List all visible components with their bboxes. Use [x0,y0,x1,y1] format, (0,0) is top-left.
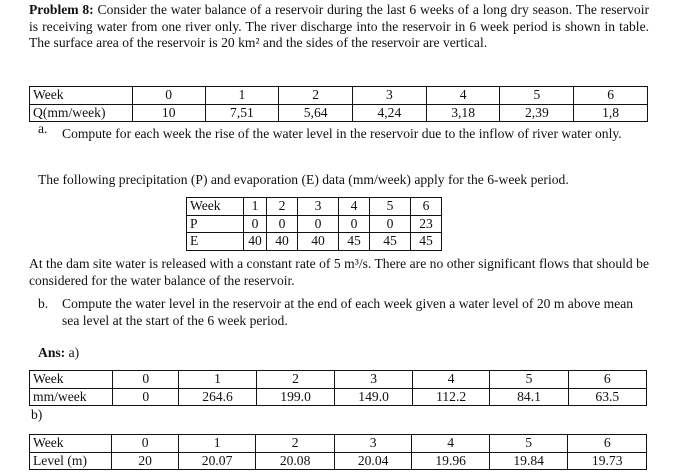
answer-b-week-cell: 3 [334,435,412,453]
problem-statement: Problem 8: Consider the water balance of a reservoir during the last 6 weeks of a long dry season. The reservoir is receiving water from one river only. The river discharge into the reservoir in 6 week period is shown in table. The surface area of the reservoir is 20 km² and the sides of the reservoir are vertical. [29,2,649,51]
pe-p-cell: 0 [370,215,411,233]
answer-a-value-label: mm/week [30,388,113,406]
question-b-text: Compute the water level in the reservoir at the end of each week given a water level of 20 m above mean sea level at the start of the 6 week period. [62,296,634,328]
discharge-q-cell: 5,64 [279,104,353,122]
discharge-week-cell: 5 [500,87,574,105]
question-a-text: Compute for each week the rise of the water level in the reservoir due to the inflow of river water only. [62,126,622,141]
answer-b-week-cell: 1 [178,435,256,453]
discharge-q-cell: 10 [132,104,205,122]
pe-e-cell: 40 [267,233,298,251]
pe-p-label: P [187,215,244,233]
answer-a-week-cell: 0 [113,371,179,389]
answer-a-week-label: Week [30,371,113,389]
answers-heading-label: Ans: [38,345,66,360]
answer-a-value-cell: 63.5 [568,388,646,406]
pe-week-cell: 3 [298,198,339,216]
answer-b-level-cell: 20.04 [334,452,412,470]
pe-week-cell: 4 [339,198,370,216]
answer-b-level-cell: 20 [112,452,178,470]
pe-table [186,197,442,251]
pe-p-cell: 23 [411,215,442,233]
question-a-label: a. [38,121,48,136]
answer-a-value-cell: 0 [113,388,179,406]
answer-a-week-cell: 5 [490,371,568,389]
answer-a-week-cell: 1 [179,371,257,389]
pe-week-cell: 2 [267,198,298,216]
answer-b-week-label: Week [30,435,112,453]
pe-p-cell: 0 [267,215,298,233]
answer-b-table [29,434,647,470]
problem-title: Problem 8 [29,2,90,17]
question-a [38,121,648,146]
discharge-q-cell: 2,39 [500,104,574,122]
answer-b-week-cell: 0 [112,435,178,453]
answer-b-level-cell: 20.08 [256,452,335,470]
discharge-week-cell: 3 [353,87,427,105]
answer-a-value-cell: 112.2 [412,388,490,406]
pe-e-cell: 45 [370,233,411,251]
pe-week-cell: 6 [411,198,442,216]
answer-b-level-label: Level (m) [30,452,112,470]
discharge-week-label: Week [30,87,133,105]
pe-e-cell: 45 [411,233,442,251]
answer-a-week-cell: 6 [568,371,646,389]
pe-week-cell: 1 [244,198,267,216]
discharge-week-cell: 4 [426,87,500,105]
answers-part-a-label: a) [68,345,80,360]
answer-b-level-cell: 19.73 [568,452,647,470]
answer-b-week-cell: 2 [256,435,335,453]
answer-b-week-cell: 6 [568,435,647,453]
discharge-week-cell: 0 [132,87,205,105]
discharge-q-label: Q(mm/week) [30,104,133,122]
discharge-q-cell: 3,18 [426,104,500,122]
discharge-week-cell: 1 [205,87,279,105]
answer-a-value-cell: 149.0 [335,388,413,406]
pe-e-cell: 45 [339,233,370,251]
answer-b-level-cell: 20.07 [178,452,256,470]
answer-b-level-cell: 19.84 [489,452,568,470]
pe-p-cell: 0 [298,215,339,233]
pe-p-cell: 0 [244,215,267,233]
discharge-q-cell: 1,8 [574,104,648,122]
discharge-q-cell: 4,24 [353,104,427,122]
dam-release-text: At the dam site water is released with a constant rate of 5 m³/s. There are no other significant flows that should be considered for the water balance of the reservoir. [29,256,649,288]
answers-heading [38,345,79,362]
question-b [38,296,648,329]
question-b-label: b. [38,296,49,311]
pe-e-cell: 40 [298,233,339,251]
pe-e-cell: 40 [244,233,267,251]
problem-intro: Consider the water balance of a reservoir during the last 6 weeks of a long dry season. The reservoir is receiving water from one river only. The river discharge into the reservoir in 6 week period is shown in table. The surface area of the reservoir is 20 km² and the sides of the reservoir are vertical. [29,2,649,51]
pe-week-label: Week [187,198,244,216]
pe-week-cell: 5 [370,198,411,216]
pe-intro: The following precipitation (P) and evaporation (E) data (mm/week) apply for the 6-week period. [38,172,569,187]
answer-b-week-cell: 5 [489,435,568,453]
pe-p-cell: 0 [339,215,370,233]
answer-a-value-cell: 264.6 [179,388,257,406]
discharge-week-cell: 6 [574,87,648,105]
answers-part-b-label: b) [31,407,43,422]
discharge-table [29,86,648,122]
answer-a-week-cell: 2 [256,371,335,389]
answer-a-value-cell: 84.1 [490,388,568,406]
answer-a-value-cell: 199.0 [256,388,335,406]
pe-e-label: E [187,233,244,251]
answer-a-week-cell: 3 [335,371,413,389]
answer-b-week-cell: 4 [412,435,490,453]
discharge-week-cell: 2 [279,87,353,105]
discharge-q-cell: 7,51 [205,104,279,122]
answer-a-week-cell: 4 [412,371,490,389]
answer-b-level-cell: 19.96 [412,452,490,470]
answer-a-table [29,370,647,406]
